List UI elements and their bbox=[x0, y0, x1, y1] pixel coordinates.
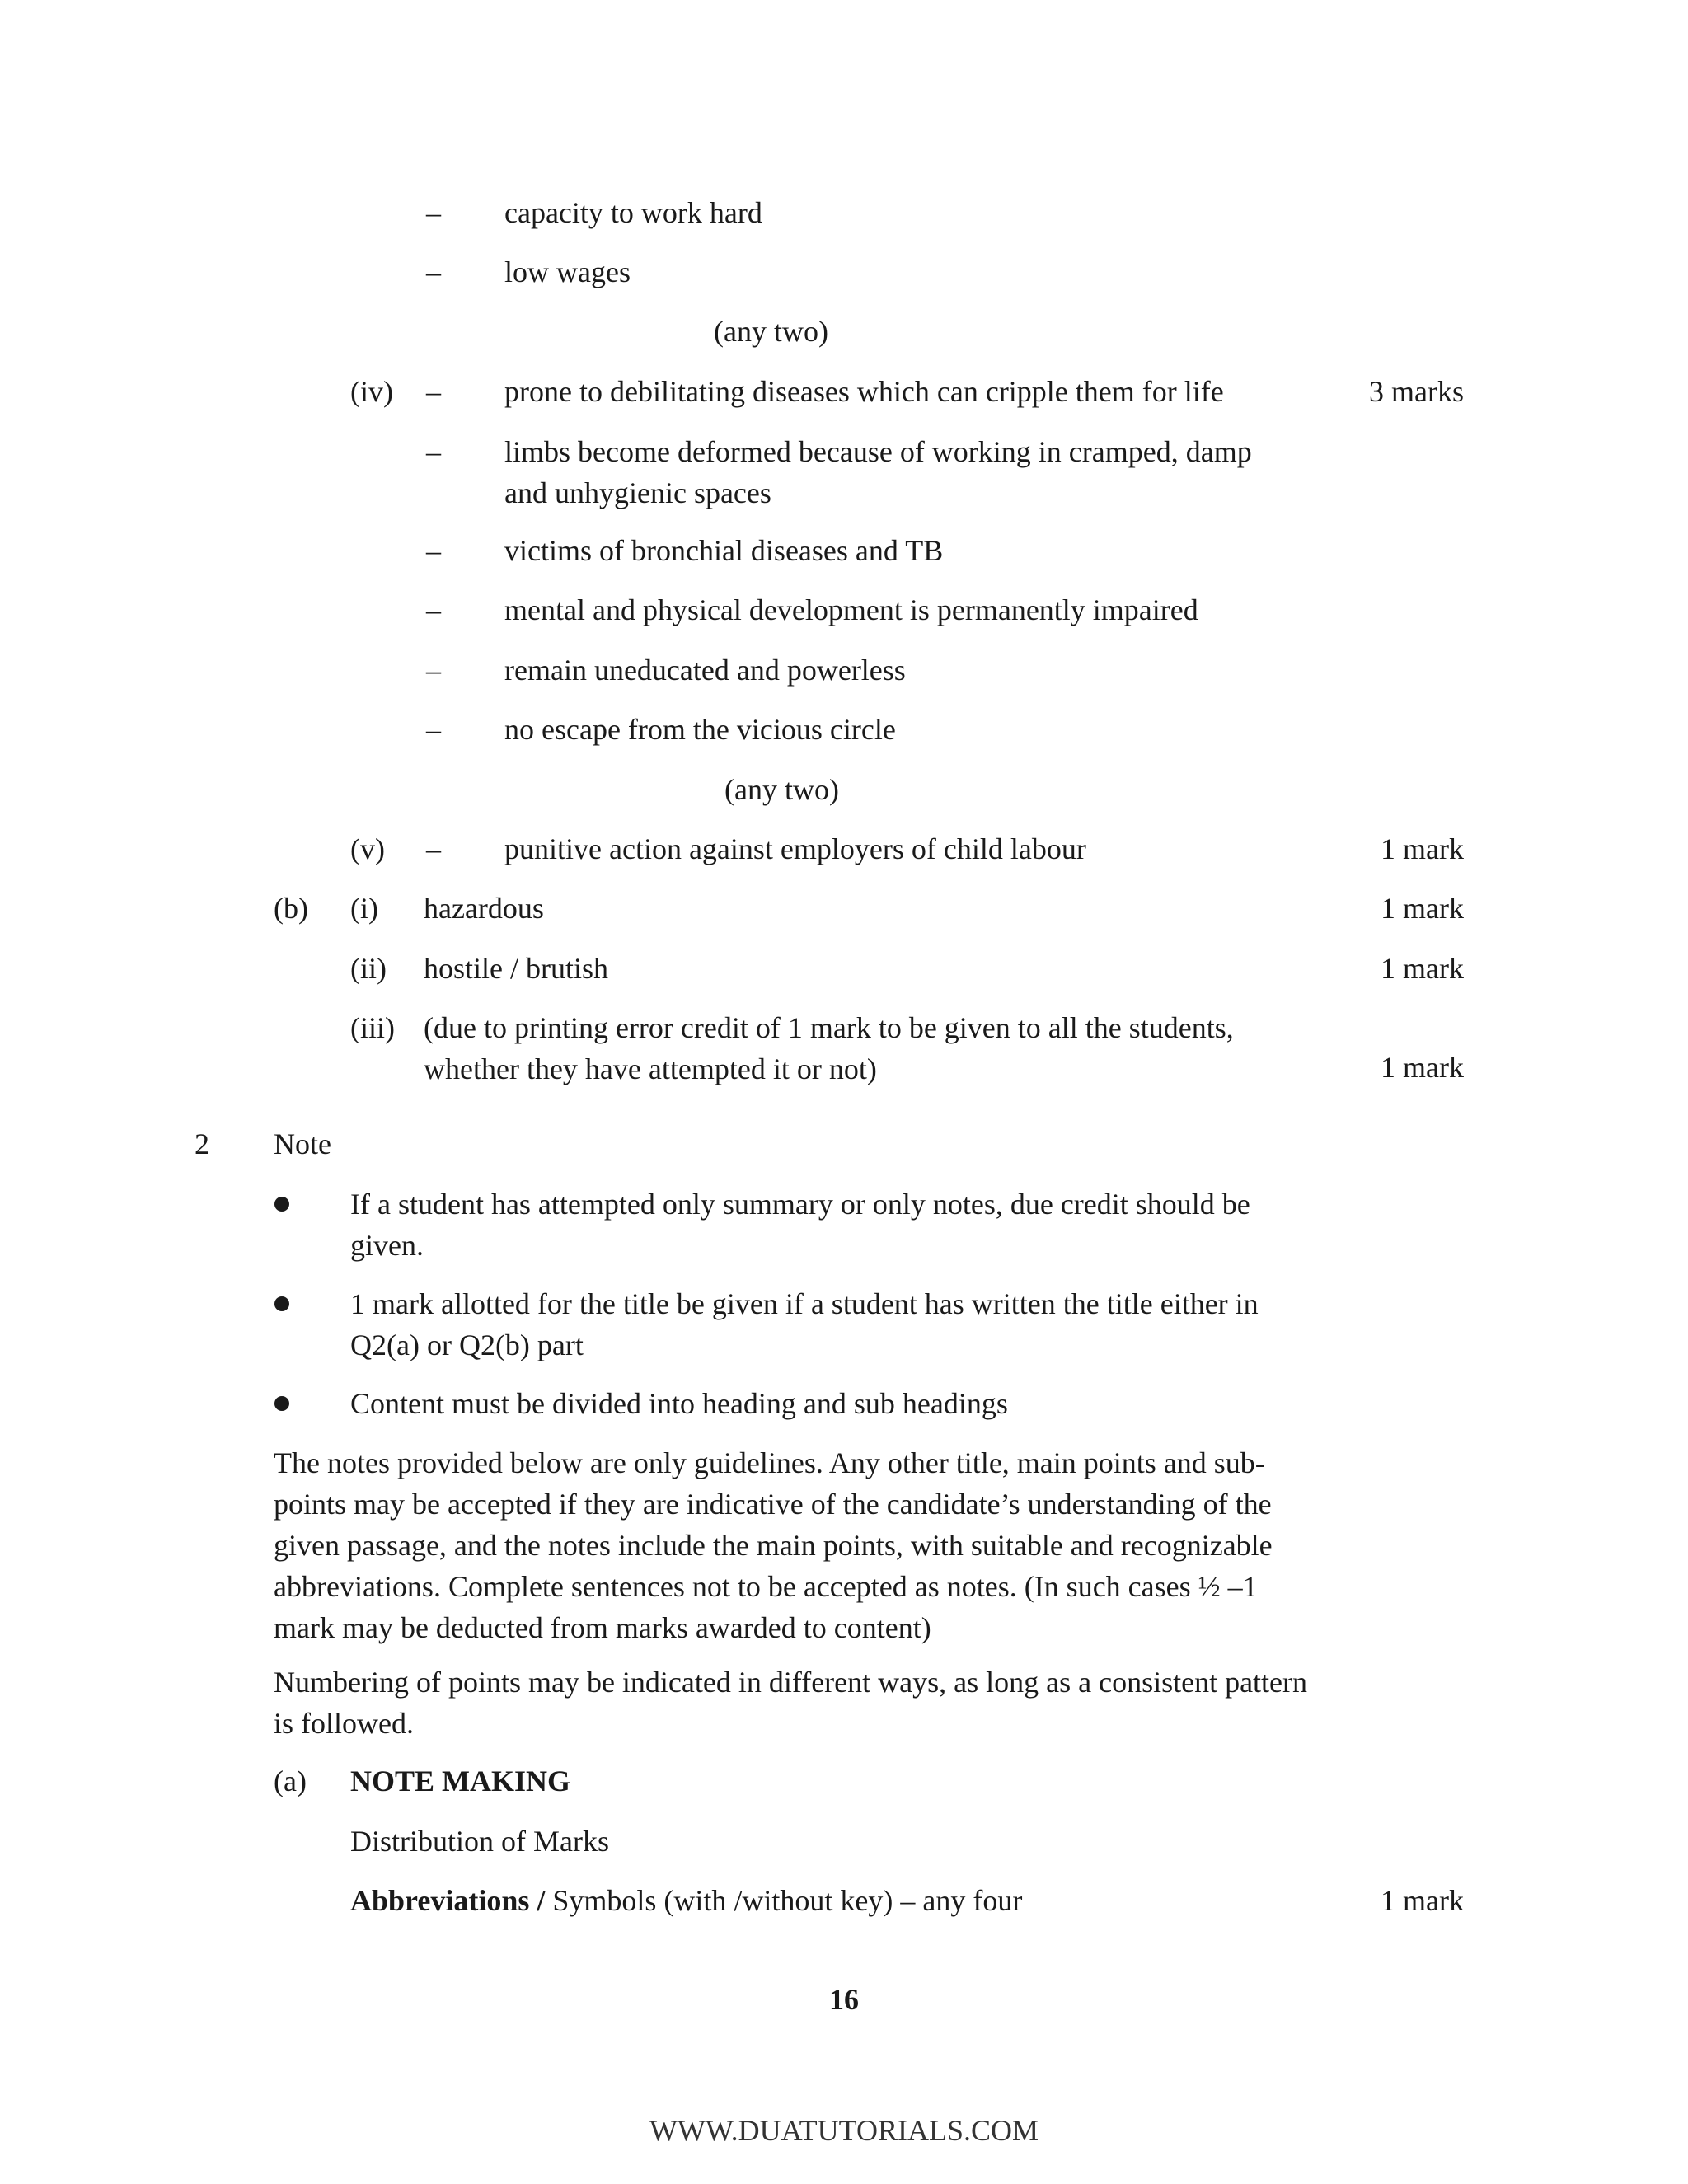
section-heading bbox=[350, 1760, 570, 1802]
marks-value: 1 mark bbox=[1381, 832, 1464, 865]
list-item: no escape from the vicious circle bbox=[504, 713, 896, 746]
bullet-icon bbox=[274, 1396, 289, 1411]
any-two-note: (any two) bbox=[724, 773, 839, 806]
list-item: mental and physical development is permanently impaired bbox=[504, 593, 1198, 626]
dash: – bbox=[426, 375, 441, 408]
sub-question-label: (v) bbox=[350, 832, 385, 865]
question-part-label: (a) bbox=[274, 1765, 307, 1797]
bullet-icon bbox=[274, 1197, 289, 1212]
question-part-label: (b) bbox=[274, 892, 308, 925]
list-item: limbs become deformed because of working in cramped, damp and unhygienic spaces bbox=[504, 435, 1252, 509]
answer-text: (due to printing error credit of 1 mark to be given to all the students, whether they have attempted it or not) bbox=[424, 1011, 1234, 1085]
dash: – bbox=[426, 832, 441, 865]
dash: – bbox=[426, 255, 441, 288]
list-item: capacity to work hard bbox=[504, 196, 762, 229]
page-number bbox=[0, 1979, 1688, 2020]
abbreviations-line bbox=[350, 1880, 1022, 1921]
list-item: prone to debilitating diseases which can cripple them for life bbox=[504, 375, 1224, 408]
sub-question-label: (ii) bbox=[350, 952, 387, 985]
guideline-paragraph: Numbering of points may be indicated in different ways, as long as a consistent pattern is followed. bbox=[274, 1666, 1308, 1740]
marks-value: 3 marks bbox=[1369, 375, 1464, 408]
abbreviations-bold: Abbreviations / bbox=[350, 1884, 546, 1917]
list-item: remain uneducated and powerless bbox=[504, 654, 906, 687]
dash: – bbox=[426, 534, 441, 567]
question-number: 2 bbox=[195, 1127, 209, 1160]
sub-question-label: (iii) bbox=[350, 1011, 395, 1044]
marks-value: 1 mark bbox=[1381, 1884, 1464, 1917]
list-item: low wages bbox=[504, 255, 631, 288]
dash: – bbox=[426, 435, 441, 468]
answer-text: hostile / brutish bbox=[424, 952, 608, 985]
marks-value: 1 mark bbox=[1381, 952, 1464, 985]
note-label: Note bbox=[274, 1127, 331, 1160]
list-item: victims of bronchial diseases and TB bbox=[504, 534, 944, 567]
list-item: punitive action against employers of child labour bbox=[504, 832, 1086, 865]
any-two-note: (any two) bbox=[714, 315, 828, 348]
dash: – bbox=[426, 196, 441, 229]
bullet-icon bbox=[274, 1296, 289, 1311]
answer-text: hazardous bbox=[424, 892, 544, 925]
sub-question-label: (iv) bbox=[350, 375, 393, 408]
dash: – bbox=[426, 713, 441, 746]
list-item: 1 mark allotted for the title be given if a student has written the title either in Q2(a) or Q2(b) part bbox=[350, 1287, 1259, 1361]
website-footer: WWW.DUATUTORIALS.COM bbox=[649, 2114, 1039, 2147]
distribution-label: Distribution of Marks bbox=[350, 1825, 609, 1858]
section-heading-text: NOTE MAKING bbox=[350, 1765, 571, 1797]
list-item: Content must be divided into heading and sub headings bbox=[350, 1387, 1008, 1420]
abbreviations-text: Symbols (with /without key) – any four bbox=[545, 1884, 1023, 1917]
marks-value: 1 mark bbox=[1381, 1051, 1464, 1084]
guideline-paragraph: The notes provided below are only guidelines. Any other title, main points and sub-points may be accepted if they are indicative of the candidate’s understanding of the given passage, and the notes include the main points, with suitable and recognizable abbreviations. Complete sentences not to be accepted as notes. (In such cases ½ –1 mark may be deducted from marks awarded to content) bbox=[274, 1446, 1273, 1644]
sub-question-label: (i) bbox=[350, 892, 378, 925]
list-item: If a student has attempted only summary or only notes, due credit should be given. bbox=[350, 1188, 1250, 1262]
dash: – bbox=[426, 593, 441, 626]
marks-value: 1 mark bbox=[1381, 892, 1464, 925]
page-number-text: 16 bbox=[829, 1983, 859, 2016]
dash: – bbox=[426, 654, 441, 687]
